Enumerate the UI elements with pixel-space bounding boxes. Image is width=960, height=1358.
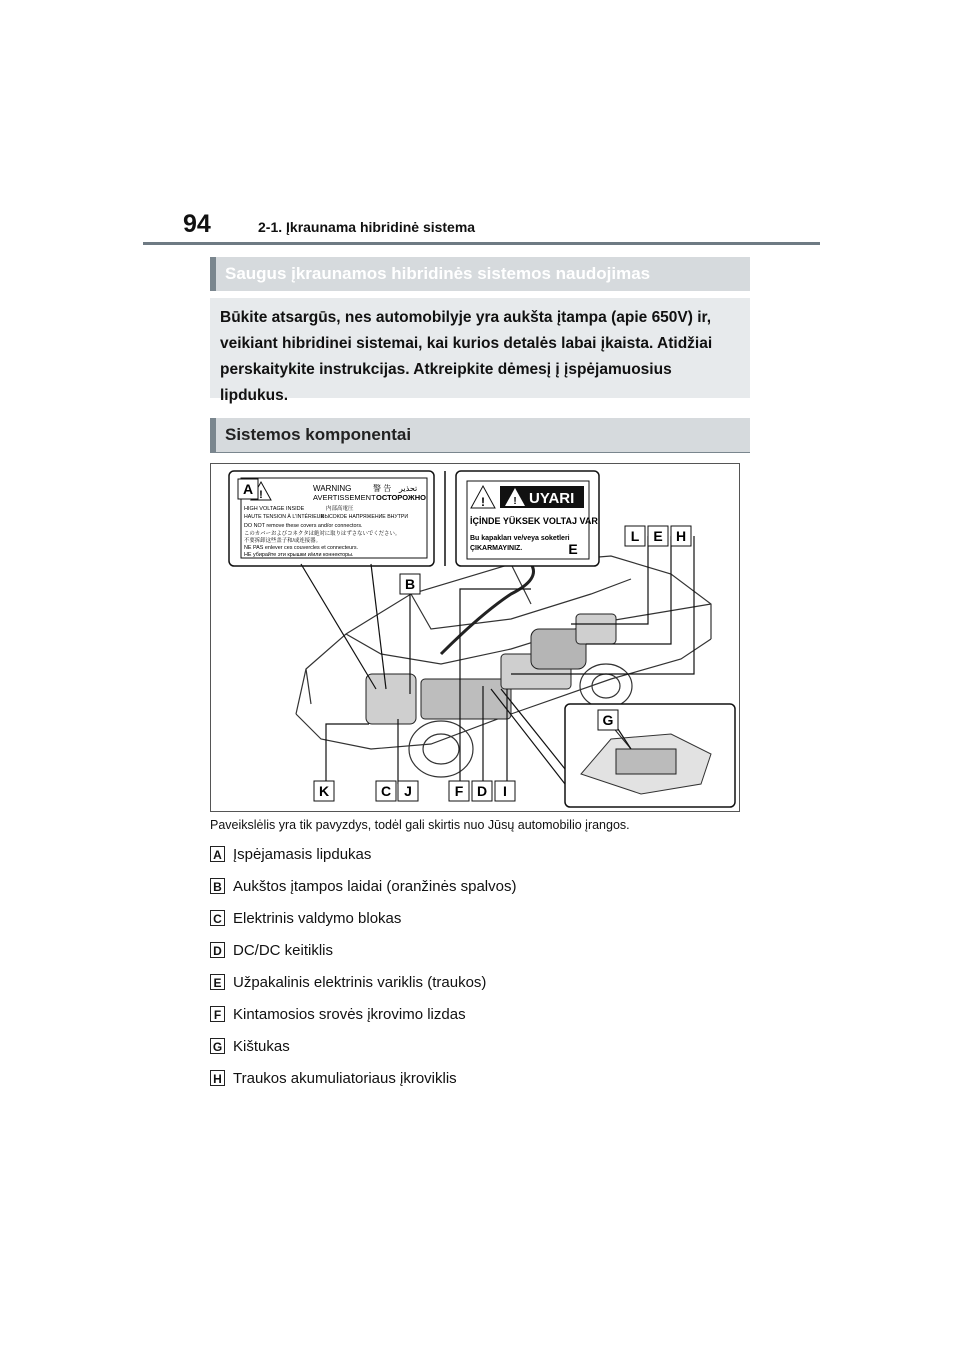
svg-text:このカバーおよびコネクタは絶対に取りはずさないでください。: このカバーおよびコネクタは絶対に取りはずさないでください。	[244, 531, 401, 537]
svg-text:WARNING: WARNING	[313, 484, 352, 493]
svg-text:İÇİNDE YÜKSEK VOLTAJ VAR: İÇİNDE YÜKSEK VOLTAJ VAR	[470, 516, 598, 526]
svg-text:НЕ убирайте эти крышки и/или к: НЕ убирайте эти крышки и/или коннекторы.	[244, 552, 354, 558]
legend-text: Įspėjamasis lipdukas	[233, 846, 372, 863]
svg-text:D: D	[476, 783, 488, 799]
chapter-title: 2-1. Įkraunama hibridinė sistema	[258, 219, 476, 235]
svg-text:AVERTISSEMENT: AVERTISSEMENT	[313, 493, 376, 502]
svg-text:!: !	[513, 496, 517, 507]
warning-label-left	[229, 471, 434, 566]
svg-text:A: A	[242, 481, 254, 497]
legend-badge: H	[210, 1070, 225, 1086]
callout-F	[449, 781, 469, 801]
svg-text:H: H	[675, 528, 687, 544]
svg-text:E: E	[568, 541, 578, 557]
legend-badge: C	[210, 910, 225, 926]
intro-line: lipdukus.	[220, 387, 289, 404]
svg-text:J: J	[404, 783, 412, 799]
callout-B	[400, 574, 420, 594]
legend-text: Užpakalinis elektrinis variklis (traukos)	[233, 974, 487, 991]
callout-K	[314, 781, 334, 801]
callout-H	[671, 526, 691, 546]
svg-text:内部高電圧: 内部高電圧	[326, 506, 354, 512]
legend-text: Kištukas	[233, 1038, 290, 1055]
intro-box	[210, 298, 750, 404]
section-rule	[210, 452, 750, 453]
callout-E2	[648, 526, 668, 546]
callout-I	[495, 781, 515, 801]
legend-badge: F	[210, 1006, 225, 1022]
legend-badge: G	[210, 1038, 225, 1054]
svg-text:HIGH VOLTAGE INSIDE: HIGH VOLTAGE INSIDE	[244, 506, 305, 512]
section-heading-safety: Saugus įkraunamos hibridinės sistemos naudojimas	[210, 257, 750, 291]
legend-text: Aukštos įtampos laidai (oranžinės spalvos)	[233, 878, 517, 895]
svg-text:C: C	[380, 783, 392, 799]
intro-line: Būkite atsargūs, nes automobilyje yra aukšta įtampa (apie 650V) ir,	[220, 309, 712, 326]
svg-text:تحذير: تحذير	[399, 484, 418, 493]
section-heading-components: Sistemos komponentai	[210, 418, 750, 452]
svg-text:F: F	[454, 783, 464, 799]
legend-badge: E	[210, 974, 225, 990]
svg-text:ОСТОРОЖНО: ОСТОРОЖНО	[376, 493, 426, 502]
svg-text:警 告: 警 告	[373, 484, 392, 493]
svg-text:G: G	[602, 712, 614, 728]
callout-J	[398, 781, 418, 801]
callout-L	[625, 526, 645, 546]
legend-badge: B	[210, 878, 225, 894]
svg-text:NE PAS enlever ces couvercles: NE PAS enlever ces couvercles et connecteurs.	[244, 545, 359, 551]
callout-A	[238, 479, 258, 499]
svg-text:UYARI: UYARI	[529, 490, 575, 507]
intro-line: veikiant hibridinei sistemai, kai kurios detalės labai įkaista. Atidžiai	[220, 335, 713, 352]
svg-text:ВЫСОКОЕ НАПРЯЖЕНИЕ ВНУТРИ: ВЫСОКОЕ НАПРЯЖЕНИЕ ВНУТРИ	[321, 514, 409, 520]
legend-badge: D	[210, 942, 225, 958]
legend-text: Elektrinis valdymo blokas	[233, 910, 402, 927]
svg-text:B: B	[404, 576, 416, 592]
header-rule	[143, 242, 820, 245]
intro-line: perskaitykite instrukcijas. Atkreipkite dėmesį į įspėjamuosius	[220, 361, 672, 378]
svg-text:K: K	[318, 783, 330, 799]
page-number: 94	[183, 210, 211, 238]
plug-inset	[565, 704, 735, 807]
car-diagram	[211, 464, 740, 812]
callout-G	[598, 710, 618, 730]
svg-text:DO NOT remove these covers and: DO NOT remove these covers and/or connectors.	[244, 523, 363, 529]
svg-text:L: L	[630, 528, 640, 544]
svg-text:!: !	[481, 495, 485, 509]
figure-caption: Paveikslėlis yra tik pavyzdys, todėl gali skirtis nuo Jūsų automobilio įrangos.	[210, 818, 630, 832]
svg-text:不要拆卸这些盖子和/或连接器。: 不要拆卸这些盖子和/或连接器。	[244, 538, 321, 544]
svg-text:HAUTE TENSION À L'INTÉRIEUR: HAUTE TENSION À L'INTÉRIEUR	[244, 514, 325, 520]
svg-text:Bu kapakları ve/veya soketleri: Bu kapakları ve/veya soketleri	[470, 535, 570, 542]
callout-E	[568, 541, 577, 557]
callout-D	[472, 781, 492, 801]
svg-text:I: I	[503, 783, 507, 799]
callout-C	[376, 781, 396, 801]
svg-text:ÇIKARMAYINIZ.: ÇIKARMAYINIZ.	[470, 545, 523, 552]
svg-text:E: E	[653, 528, 663, 544]
legend-text: Kintamosios srovės įkrovimo lizdas	[233, 1006, 466, 1023]
svg-text:!: !	[259, 489, 263, 501]
components-figure	[210, 463, 740, 812]
legend-text: Traukos akumuliatoriaus įkroviklis	[233, 1070, 457, 1087]
legend-text: DC/DC keitiklis	[233, 942, 334, 959]
legend-badge: A	[210, 846, 225, 862]
